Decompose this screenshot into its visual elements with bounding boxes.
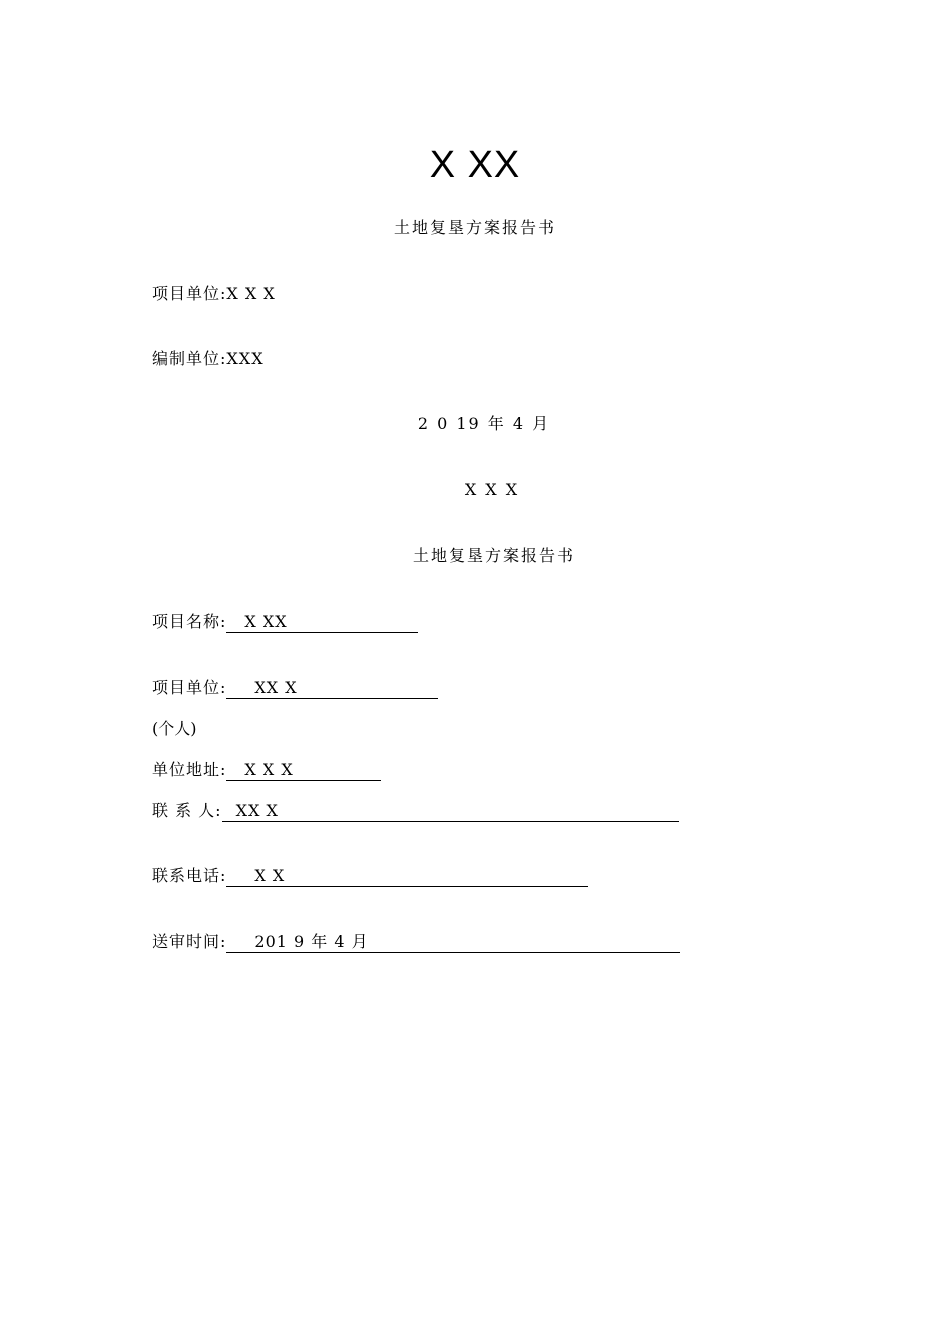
cover-date: 2 0 19 年 4 月 <box>417 414 551 433</box>
contact-phone-row <box>152 868 588 887</box>
contact-person-value: XX X <box>235 801 279 820</box>
cover-compile-unit-value: XXX <box>226 349 264 368</box>
unit-address-row <box>152 762 381 781</box>
cover-title: X XX <box>429 144 521 186</box>
form-subtitle: 土地复垦方案报告书 <box>412 546 575 565</box>
personal-note: (个人) <box>152 719 197 738</box>
contact-phone-label: 联系电话: <box>152 866 227 885</box>
submit-time-label: 送审时间: <box>152 932 227 951</box>
contact-person-underline <box>222 803 679 822</box>
contact-person-label: 联 系 人: <box>152 801 222 820</box>
unit-address-underline <box>226 762 381 781</box>
form-title: X X X <box>464 480 520 499</box>
contact-phone-value: X X <box>254 866 286 885</box>
project-unit-underline <box>226 680 438 699</box>
contact-person-row <box>152 803 679 822</box>
cover-project-unit-label: 项目单位: <box>152 284 227 303</box>
cover-subtitle: 土地复垦方案报告书 <box>393 218 556 237</box>
cover-compile-unit <box>152 351 264 367</box>
contact-phone-underline <box>226 868 588 887</box>
submit-time-row <box>152 934 680 953</box>
project-name-value: X XX <box>244 612 288 631</box>
project-name-underline <box>226 614 418 633</box>
cover-compile-unit-label: 编制单位: <box>152 349 227 368</box>
cover-project-unit-value: X X X <box>226 284 276 303</box>
unit-address-label: 单位地址: <box>152 760 227 779</box>
cover-project-unit <box>152 286 276 302</box>
project-unit-value: XX X <box>254 678 298 697</box>
project-name-label: 项目名称: <box>152 612 227 631</box>
submit-time-underline <box>226 934 680 953</box>
project-name-row <box>152 614 418 633</box>
project-unit-row <box>152 680 438 699</box>
unit-address-value: X X X <box>244 760 294 779</box>
submit-time-value: 201 9 年 4 月 <box>254 932 369 951</box>
project-unit-label: 项目单位: <box>152 678 227 697</box>
